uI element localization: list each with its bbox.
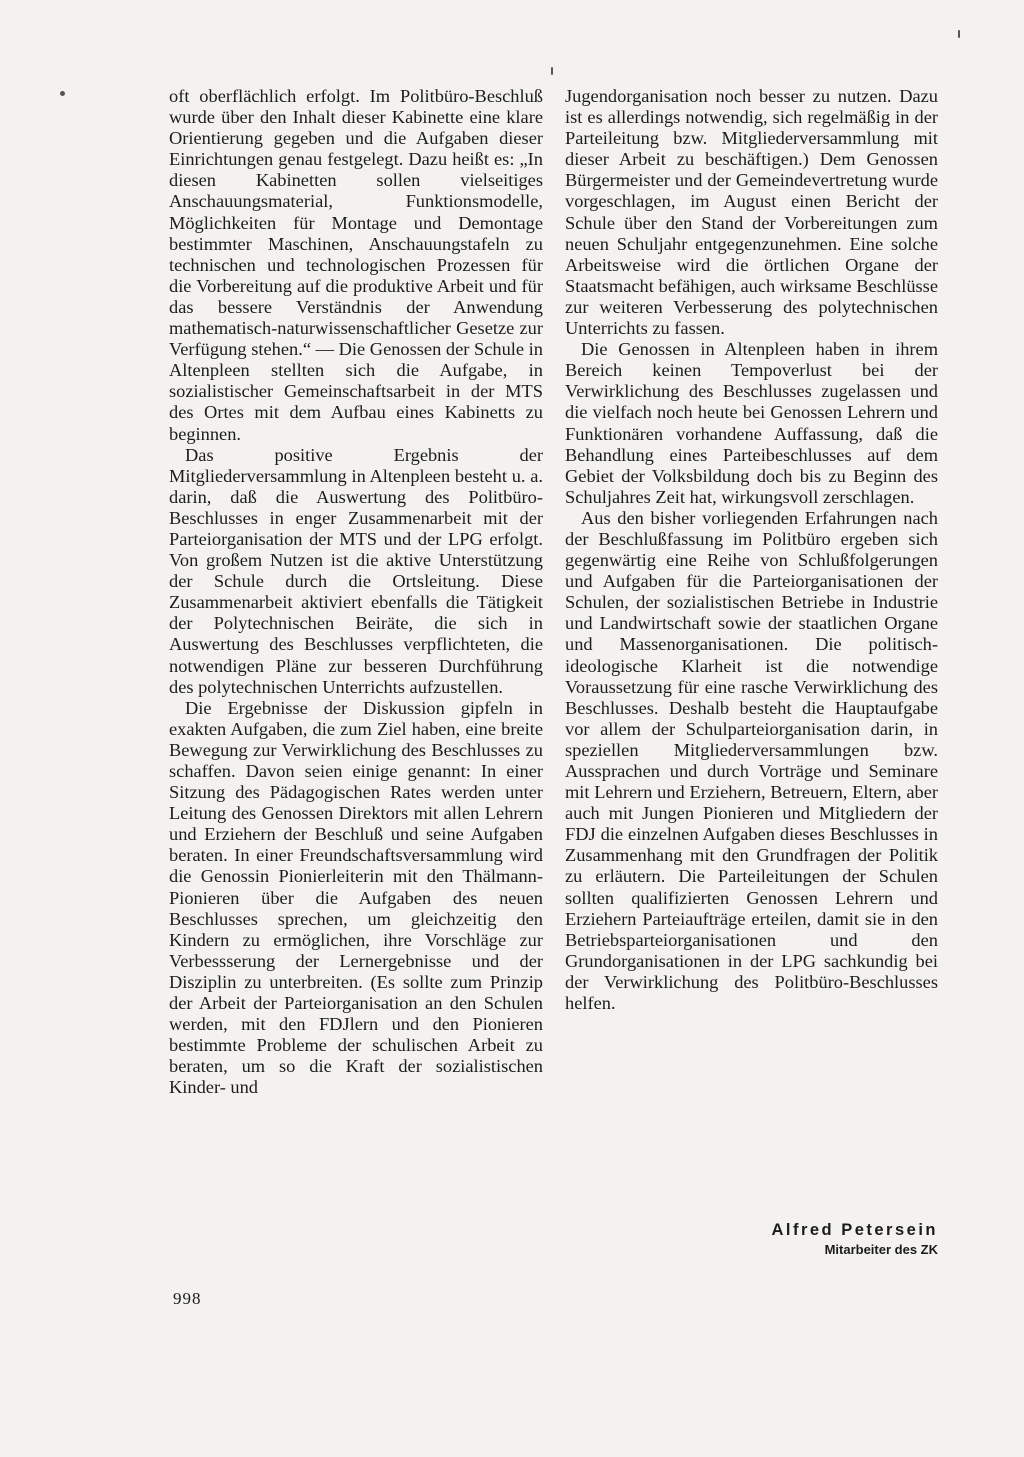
right-column bbox=[565, 86, 938, 1014]
paragraph: Das positive Ergebnis der Mitgliederversammlung in Altenpleen besteht u. a. darin, daß die Auswertung des Politbüro-Beschlusses in enger Zusammenarbeit mit der Parteiorganisation der MTS und der LPG erfolgt. Von großem Nutzen ist die aktive Unterstützung der Schule durch die Ortsleitung. Diese Zusammenarbeit aktiviert ebenfalls die Tätigkeit der Polytechnischen Beiräte, die sich in Auswertung des Beschlusses verpflichteten, die notwendigen Pläne zur besseren Durchführung des polytechnischen Unterrichts aufzustellen. bbox=[169, 444, 543, 697]
paragraph: Die Genossen in Altenpleen haben in ihrem Bereich keinen Tempoverlust bei der Verwirklichung des Beschlusses zugelassen und die vielfach noch heute bei Genossen Lehrern und Funktionären vorhandene Auffassung, daß die Behandlung eines Parteibeschlusses auf dem Gebiet der Volksbildung doch bis zu Beginn des Schuljahres Zeit hat, wirkungsvoll zerschlagen. bbox=[565, 339, 938, 507]
print-speck bbox=[551, 67, 553, 75]
page-number: 998 bbox=[173, 1289, 202, 1308]
author-name: Alfred Petersein bbox=[771, 1221, 938, 1239]
paragraph: Jugendorganisation noch besser zu nutzen. Dazu ist es allerdings notwendig, sich regelmäßig in der Parteileitung bzw. Mitgliederversammlung mit dieser Arbeit zu beschäftigen.) Dem Genossen Bürgermeister und der Gemeindevertretung wurde vorgeschlagen, im August einen Bericht der Schule über den Stand der Vorbereitungen zum neuen Schuljahr entgegenzunehmen. Eine solche Arbeitsweise wird die örtlichen Organe der Staatsmacht befähigen, auch wirksame Beschlüsse zur weiteren Verbesserung des polytechnischen Unterrichts zu fassen. bbox=[565, 86, 938, 339]
print-speck bbox=[60, 91, 65, 96]
paragraph: Die Ergebnisse der Diskussion gipfeln in exakten Aufgaben, die zum Ziel haben, eine breite Bewegung zur Verwirklichung des Beschlusses zu schaffen. Davon seien einige genannt: In einer Sitzung des Pädagogischen Rates werden unter Leitung des Genossen Direktors mit allen Lehrern und Erziehern der Beschluß und seine Aufgaben beraten. In einer Freundschaftsversammlung wird die Genossin Pionierleiterin mit den Thälmann-Pionieren über die Aufgaben des neuen Beschlusses sprechen, um gleichzeitig den Kindern zu ermöglichen, ihre Vorschläge zur Verbessserung der Lernergebnisse und der Disziplin zu unterbreiten. (Es sollte zum Prinzip der Arbeit der Parteiorganisation an den Schulen werden, mit den FDJlern und den Pionieren bestimmte Probleme der schulischen Arbeit zu beraten, um so die Kraft der sozialistischen Kinder- und bbox=[169, 697, 543, 1098]
author-role: Mitarbeiter des ZK bbox=[824, 1242, 938, 1257]
paragraph: oft oberflächlich erfolgt. Im Politbüro-Beschluß wurde über den Inhalt dieser Kabinette eine klare Orientierung gegeben und die Aufgaben dieser Einrichtungen genau festgelegt. Dazu heißt es: „In diesen Kabinetten sollen vielseitiges Anschauungsmaterial, Funktionsmodelle, Möglichkeiten für Montage und Demontage bestimmter Maschinen, Anschauungstafeln zu technischen und technologischen Prozessen für die Vorbereitung auf die produktive Arbeit und für das bessere Verständnis der Anwendung mathematisch-naturwissenschaftlicher Gesetze zur Verfügung stehen.“ — Die Genossen der Schule in Altenpleen stellten sich die Aufgabe, in sozialistischer Gemeinschaftsarbeit in der MTS des Ortes mit dem Aufbau eines Kabinetts zu beginnen. bbox=[169, 86, 543, 444]
left-column bbox=[169, 86, 543, 1099]
signature-block bbox=[700, 1219, 938, 1258]
print-speck bbox=[958, 30, 960, 38]
paragraph: Aus den bisher vorliegenden Erfahrungen nach der Beschlußfassung im Politbüro ergeben sich gegenwärtig eine Reihe von Schlußfolgerungen und Aufgaben für die Parteiorganisationen der Schulen, der sozialistischen Betriebe in Industrie und Landwirtschaft sowie der staatlichen Organe und Massenorganisationen. Die politisch-ideologische Klarheit ist die notwendige Voraussetzung für eine rasche Verwirklichung des Beschlusses. Deshalb besteht die Hauptaufgabe vor allem der Schulparteiorganisation darin, in speziellen Mitgliederversammlungen bzw. Aussprachen und durch Vorträge und Seminare mit Lehrern und Erziehern, Betreuern, Eltern, aber auch mit Jungen Pionieren und Mitgliedern der FDJ die einzelnen Aufgaben dieses Beschlusses in Zusammenhang mit den Grundfragen der Politik zu erläutern. Die Parteileitungen der Schulen sollten qualifizierten Genossen Lehrern und Erziehern Parteiaufträge erteilen, damit sie in den Betriebsparteiorganisationen und den Grundorganisationen in der LPG sachkundig bei der Verwirklichung des Politbüro-Beschlusses helfen. bbox=[565, 507, 938, 1014]
